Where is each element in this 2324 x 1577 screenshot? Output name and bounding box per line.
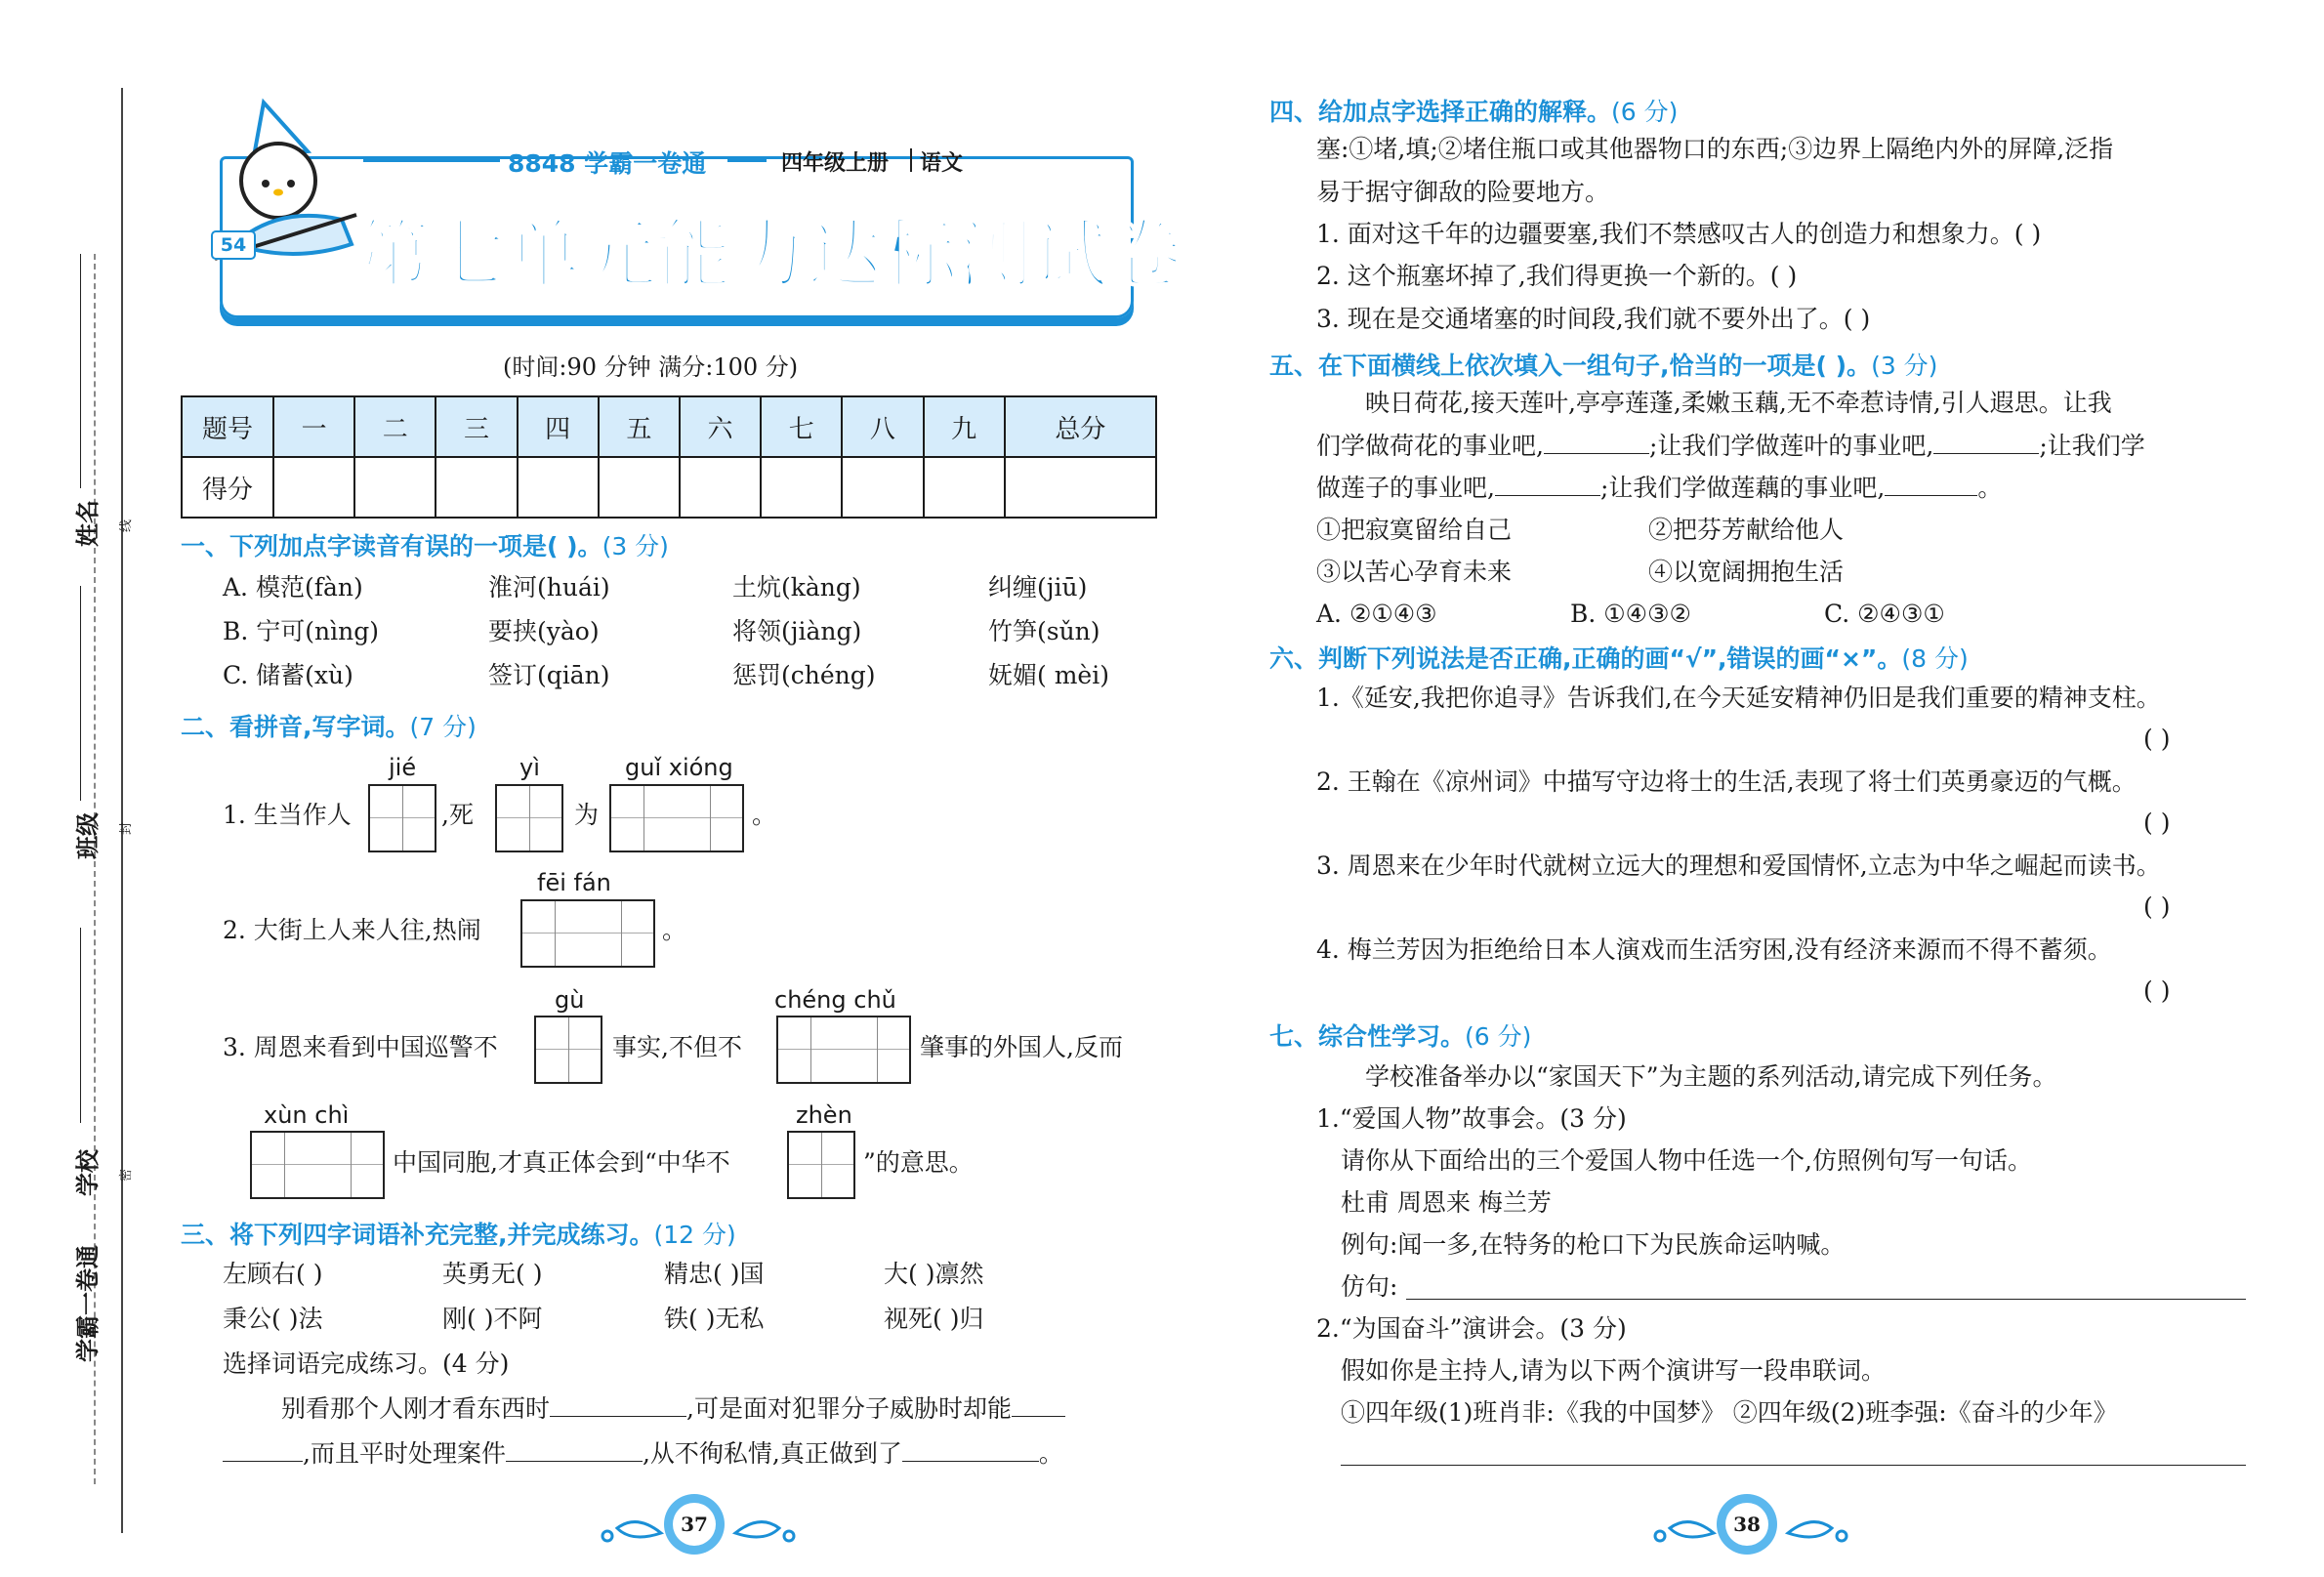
score-input-cell[interactable] xyxy=(354,457,436,518)
q5-p2-a: 们学做荷花的事业吧, xyxy=(1316,432,1544,460)
table-cell: 四 xyxy=(518,396,599,457)
q3-s1-b: ,可是面对犯罪分子威胁时却能 xyxy=(686,1394,1012,1423)
q3-r1-3: 精忠( )国 xyxy=(664,1260,765,1288)
q1-points: (3 分) xyxy=(602,532,669,560)
q2-l2-b: 。 xyxy=(662,916,687,944)
q5-p3-c: 。 xyxy=(1977,474,2003,502)
answer-box[interactable] xyxy=(368,784,436,852)
q5-p2 xyxy=(1316,432,2145,461)
q2-l1-a: 1. 生当作人 xyxy=(223,801,352,829)
answer-box[interactable] xyxy=(534,1016,602,1084)
page-title: 第七单元能力达标测试卷 xyxy=(356,211,1183,298)
page-number-text: 38 xyxy=(1725,1503,1768,1546)
q2-pinyin: yì xyxy=(519,754,540,781)
q4-item3: 3. 现在是交通堵塞的时间段,我们就不要外出了。( ) xyxy=(1316,305,1871,333)
q1-b3: 将领(jiàng) xyxy=(732,617,862,645)
q3-r1-4: 大( )凛然 xyxy=(884,1260,984,1288)
score-input-cell[interactable] xyxy=(599,457,680,518)
table-cell: 一 xyxy=(273,396,354,457)
q5-p3 xyxy=(1316,474,2002,503)
table-cell: 八 xyxy=(842,396,923,457)
q6-paren[interactable]: ( ) xyxy=(2143,725,2171,753)
q1-a4: 纠缠(jiū) xyxy=(988,573,1088,602)
q3-r1-1: 左顾右( ) xyxy=(223,1260,323,1288)
q5-choice-b: B. ①④③② xyxy=(1570,600,1691,628)
q6-points: (8 分) xyxy=(1901,644,1969,673)
series-line-left xyxy=(363,159,500,162)
q2-l4-b: ”的意思。 xyxy=(863,1148,974,1177)
q5-title xyxy=(1269,347,1937,382)
q2-title xyxy=(181,708,477,743)
q3-r2-1: 秉公( )法 xyxy=(223,1305,323,1333)
answer-box[interactable] xyxy=(787,1131,855,1199)
answer-box[interactable] xyxy=(495,784,563,852)
seal-mark-3: 密 xyxy=(119,1168,134,1182)
host-answer-line[interactable] xyxy=(1341,1465,2246,1466)
series-name: 8848 学霸一卷通 xyxy=(508,149,707,178)
table-cell: 题号 xyxy=(182,396,273,457)
q3-s2-a: ,而且平时处理案件 xyxy=(303,1439,506,1468)
q3-sub: 选择词语完成练习。(4 分) xyxy=(223,1349,510,1378)
q2-l3-c: 肇事的外国人,反而 xyxy=(920,1033,1123,1061)
q1-c4: 妩媚( mèi) xyxy=(988,661,1109,689)
q1-a2: 淮河(huái) xyxy=(488,573,610,602)
q7-task2-desc: 假如你是主持人,请为以下两个演讲写一段串联词。 xyxy=(1341,1356,1886,1385)
q2-pinyin: xùn chì xyxy=(264,1101,350,1129)
imitate-answer-line[interactable] xyxy=(1406,1299,2246,1300)
q2-pinyin: jié xyxy=(389,754,417,781)
q2-l4-a: 中国同胞,才真正体会到“中华不 xyxy=(393,1148,730,1177)
score-input-cell[interactable] xyxy=(842,457,923,518)
q5-p1: 映日荷花,接天莲叶,亭亭莲蓬,柔嫩玉藕,无不牵惹诗情,引人遐思。让我 xyxy=(1365,389,2112,417)
table-cell: 三 xyxy=(436,396,517,457)
class-line xyxy=(80,586,81,801)
q4-item2: 2. 这个瓶塞坏掉了,我们得更换一个新的。( ) xyxy=(1316,262,1798,290)
q1-c1: C. 储蓄(xù) xyxy=(223,661,353,689)
table-cell: 二 xyxy=(354,396,436,457)
page-number-right xyxy=(1717,1494,1777,1555)
name-label: 姓名 xyxy=(74,500,102,547)
q4-points: (6 分) xyxy=(1611,98,1679,126)
q6-paren[interactable]: ( ) xyxy=(2143,976,2171,1005)
q6-title-text: 六、判断下列说法是否正确,正确的画“√”,错误的画“×”。 xyxy=(1269,644,1902,673)
q7-task2: 2.“为国奋斗”演讲会。(3 分) xyxy=(1316,1314,1627,1343)
q3-r2-3: 铁( )无私 xyxy=(664,1305,765,1333)
leaf-ornament-icon xyxy=(598,1509,666,1548)
answer-line[interactable] xyxy=(1544,432,1649,454)
answer-line[interactable] xyxy=(1933,432,2039,454)
q7-imitate-label: 仿句: xyxy=(1341,1272,1398,1301)
q7-task1: 1.“爱国人物”故事会。(3 分) xyxy=(1316,1104,1627,1133)
q4-item1: 1. 面对这千年的边疆要塞,我们不禁感叹古人的创造力和想象力。( ) xyxy=(1316,220,2042,248)
score-input-cell[interactable] xyxy=(680,457,761,518)
q7-title xyxy=(1269,1017,1531,1053)
q3-r2-4: 视死( )归 xyxy=(884,1305,984,1333)
score-table xyxy=(181,395,1157,519)
q5-title-text: 五、在下面横线上依次填入一组句子,恰当的一项是( )。 xyxy=(1269,352,1872,380)
q5-p3-a: 做莲子的事业吧, xyxy=(1316,474,1495,502)
q4-title-text: 四、给加点字选择正确的解释。 xyxy=(1269,98,1612,126)
seal-mark-1: 线 xyxy=(119,519,134,532)
q6-title xyxy=(1269,640,1969,675)
q2-pinyin: fēi fán xyxy=(537,869,611,896)
q1-b1: B. 宁可(nìng) xyxy=(223,617,379,645)
answer-box[interactable] xyxy=(250,1131,385,1199)
q7-task1-desc: 请你从下面给出的三个爱国人物中任选一个,仿照例句写一句话。 xyxy=(1341,1146,2032,1175)
q5-opt1: ①把寂寞留给自己 xyxy=(1316,516,1513,544)
q4-def1: 塞:①堵,填;②堵住瓶口或其他器物口的东西;③边界上隔绝内外的屏障,泛指 xyxy=(1316,135,2114,163)
q2-l3-b: 事实,不但不 xyxy=(612,1033,742,1061)
score-table-score-row xyxy=(182,457,1156,518)
q5-points: (3 分) xyxy=(1871,352,1938,380)
q4-def2: 易于据守御敌的险要地方。 xyxy=(1316,178,1610,206)
q1-b2: 要挟(yào) xyxy=(488,617,600,645)
series-line-right xyxy=(727,159,767,162)
score-input-cell[interactable] xyxy=(518,457,599,518)
q1-a1: A. 模范(fàn) xyxy=(223,573,363,602)
seal-mark-2: 封 xyxy=(119,821,134,835)
q7-intro: 学校准备举办以“家国天下”为主题的系列活动,请完成下列任务。 xyxy=(1365,1062,2057,1091)
q2-pinyin: guǐ xióng xyxy=(625,754,733,781)
binding-line xyxy=(121,88,123,1533)
q6-item3: 3. 周恩来在少年时代就树立远大的理想和爱国情怀,立志为中华之崛起而读书。 xyxy=(1316,851,2161,880)
score-input-cell[interactable] xyxy=(761,457,842,518)
time-info: (时间:90 分钟 满分:100 分) xyxy=(503,353,799,381)
score-table-header-row xyxy=(182,396,1156,457)
score-input-cell[interactable] xyxy=(436,457,517,518)
q1-title xyxy=(181,527,669,562)
q1-title-text: 一、下列加点字读音有误的一项是( )。 xyxy=(181,532,602,560)
q6-paren[interactable]: ( ) xyxy=(2143,809,2171,837)
table-cell: 总分 xyxy=(1005,396,1156,457)
answer-box[interactable] xyxy=(776,1016,911,1084)
q3-r2-2: 刚( )不阿 xyxy=(442,1305,543,1333)
q1-c3: 惩罚(chéng) xyxy=(732,661,876,689)
mascot-number-badge: 54 xyxy=(211,230,256,260)
q3-r1-2: 英勇无( ) xyxy=(442,1260,543,1288)
answer-box[interactable] xyxy=(609,784,744,852)
q2-pinyin: gù xyxy=(555,986,585,1014)
score-input-cell[interactable] xyxy=(273,457,354,518)
answer-line[interactable] xyxy=(1012,1394,1065,1417)
q5-opt3: ③以苦心孕育未来 xyxy=(1316,558,1513,586)
q3-s1-a: 别看那个人刚才看东西时 xyxy=(281,1394,551,1423)
q3-title xyxy=(181,1216,736,1251)
q2-title-text: 二、看拼音,写字词。 xyxy=(181,713,410,741)
subject-label: 语文 xyxy=(920,151,964,176)
q5-p3-b: ;让我们学做莲藕的事业吧, xyxy=(1599,474,1886,502)
q5-p2-b: ;让我们学做莲叶的事业吧, xyxy=(1648,432,1934,460)
answer-line[interactable] xyxy=(1885,474,1977,496)
q5-choice-c: C. ②④③① xyxy=(1824,600,1945,628)
q6-paren[interactable]: ( ) xyxy=(2143,892,2171,921)
score-input-cell[interactable] xyxy=(1005,457,1156,518)
page-number-text: 37 xyxy=(673,1503,716,1546)
leaf-ornament-icon xyxy=(1650,1509,1719,1548)
page-number-left xyxy=(664,1494,725,1555)
table-cell: 九 xyxy=(924,396,1005,457)
school-label: 学校 xyxy=(74,1149,102,1196)
q7-task2-items: ①四年级(1)班肖非:《我的中国梦》 ②四年级(2)班李强:《奋斗的少年》 xyxy=(1341,1398,2118,1427)
q7-names: 杜甫 周恩来 梅兰芳 xyxy=(1341,1188,1552,1217)
q7-title-text: 七、综合性学习。 xyxy=(1269,1022,1466,1051)
q7-points: (6 分) xyxy=(1465,1022,1532,1051)
q3-points: (12 分) xyxy=(653,1221,736,1249)
q3-s2-b: ,从不徇私情,真正做到了 xyxy=(642,1439,902,1468)
q2-l1-c: 为 xyxy=(574,801,600,829)
q3-s2 xyxy=(223,1439,1063,1469)
q5-opt2: ②把芬芳献给他人 xyxy=(1648,516,1845,544)
q3-s2-c: 。 xyxy=(1038,1439,1063,1468)
table-cell: 七 xyxy=(761,396,842,457)
answer-line[interactable] xyxy=(1495,474,1600,496)
q5-opt4: ④以宽阔拥抱生活 xyxy=(1648,558,1845,586)
q2-pinyin: chéng chǔ xyxy=(774,986,896,1014)
table-cell: 得分 xyxy=(182,457,273,518)
answer-line[interactable] xyxy=(550,1394,686,1417)
score-input-cell[interactable] xyxy=(924,457,1005,518)
leaf-ornament-icon xyxy=(1783,1509,1851,1548)
q2-l1-d: 。 xyxy=(752,801,777,829)
q2-l2-a: 2. 大街上人来人往,热闹 xyxy=(223,916,481,944)
grade-label: 四年级上册 xyxy=(781,151,890,176)
answer-line[interactable] xyxy=(223,1439,303,1462)
leaf-ornament-icon xyxy=(730,1509,799,1548)
q1-c2: 签订(qiān) xyxy=(488,661,610,689)
answer-line[interactable] xyxy=(506,1439,643,1462)
q6-item1: 1.《延安,我把你追寻》告诉我们,在今天延安精神仍旧是我们重要的精神支柱。 xyxy=(1316,684,2161,712)
q1-b4: 竹笋(sǔn) xyxy=(988,617,1100,645)
answer-box[interactable] xyxy=(520,899,655,968)
q1-a3: 土炕(kàng) xyxy=(732,573,861,602)
brand-vertical: 学霸一卷通 xyxy=(74,1245,102,1362)
answer-line[interactable] xyxy=(902,1439,1039,1462)
q5-choice-a: A. ②①④③ xyxy=(1316,600,1437,628)
divider-bar xyxy=(910,148,912,172)
q2-points: (7 分) xyxy=(409,713,477,741)
q2-pinyin: zhèn xyxy=(796,1101,852,1129)
q2-l1-b: ,死 xyxy=(441,801,474,829)
q3-s1 xyxy=(281,1394,1065,1424)
school-line xyxy=(80,928,81,1123)
q6-item4: 4. 梅兰芳因为拒绝给日本人演戏而生活穷困,没有经济来源而不得不蓄须。 xyxy=(1316,935,2112,964)
class-label: 班级 xyxy=(74,812,102,859)
q6-item2: 2. 王翰在《凉州词》中描写守边将士的生活,表现了将士们英勇豪迈的气概。 xyxy=(1316,768,2137,796)
q7-example: 例句:闻一多,在特务的枪口下为民族命运呐喊。 xyxy=(1341,1230,1846,1259)
name-line xyxy=(80,254,81,488)
q3-title-text: 三、将下列四字词语补充完整,并完成练习。 xyxy=(181,1221,654,1249)
q4-title xyxy=(1269,93,1678,128)
table-cell: 五 xyxy=(599,396,680,457)
q5-p2-c: ;让我们学 xyxy=(2039,432,2145,460)
table-cell: 六 xyxy=(680,396,761,457)
q2-l3-a: 3. 周恩来看到中国巡警不 xyxy=(223,1033,498,1061)
